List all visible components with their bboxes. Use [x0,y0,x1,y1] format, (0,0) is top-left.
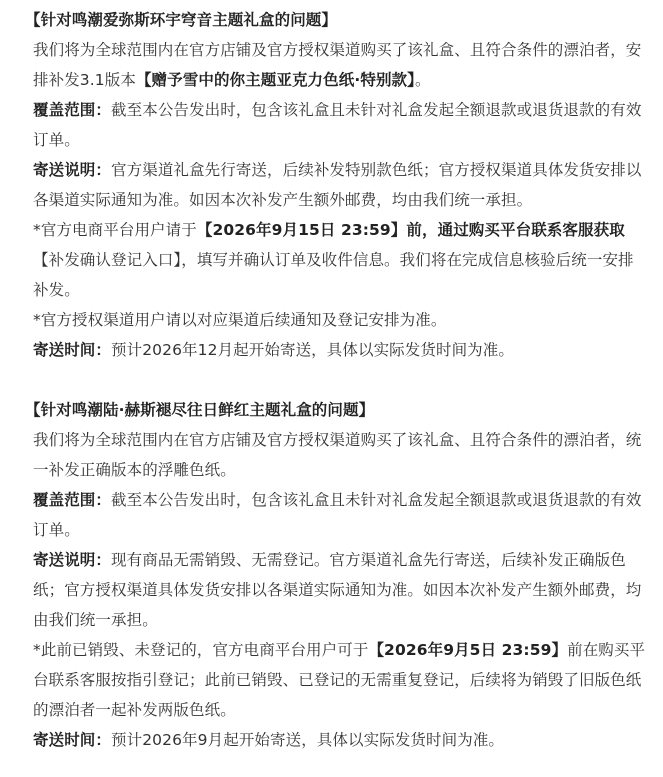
coverage-label: 覆盖范围： [33,101,112,119]
ship-time-paragraph: 寄送时间：预计2026年9月起开始寄送，具体以实际发货时间为准。 [33,731,505,749]
shipping-label: 寄送说明： [33,161,112,179]
coverage-paragraph: 覆盖范围：截至本公告发出时，包含该礼盒且未针对礼盒发起全额退款或退货退款的有效订单。 [33,491,642,539]
section-title: 【针对鸣潮陆·赫斯褪尽往日鲜红主题礼盒的问题】 [25,401,375,419]
section-intro: 我们将为全球范围内在官方店铺及官方授权渠道购买了该礼盒、且符合条件的漂泊者，统一补发正确版本的浮雕色纸。 [33,431,642,479]
coverage-paragraph: 覆盖范围：截至本公告发出时，包含该礼盒且未针对礼盒发起全额退款或退货退款的有效订单。 [33,101,642,149]
ship-time-label: 寄送时间： [33,341,112,359]
shipping-label: 寄送说明： [33,551,112,569]
shipping-paragraph: 寄送说明：现有商品无需销毁、无需登记。官方渠道礼盒先行寄送，后续补发正确版色纸；官方授权渠道具体发货安排以各渠道实际通知为准。如因本次补发产生额外邮费，均由我们统一承担。 [33,551,642,629]
ship-time-label: 寄送时间： [33,731,112,749]
destroyed-registration-note: *此前已销毁、未登记的，官方电商平台用户可于【2026年9月5日 23:59】前在购买平台联系客服按指引登记；此前已销毁、已登记的无需重复登记，后续将为销毁了旧版色纸的漂泊者一起补发两版色纸。 [33,641,646,719]
ship-time-paragraph: 寄送时间：预计2026年12月起开始寄送，具体以实际发货时间为准。 [33,341,514,359]
section-intro: 我们将为全球范围内在官方店铺及官方授权渠道购买了该礼盒、且符合条件的漂泊者，安排补发3.1版本【赠予雪中的你主题亚克力色纸·特别款】。 [33,41,642,89]
shipping-paragraph: 寄送说明：官方渠道礼盒先行寄送，后续补发特别款色纸；官方授权渠道具体发货安排以各渠道实际通知为准。如因本次补发产生额外邮费，均由我们统一承担。 [33,161,642,209]
section-lu-hesi-gift-box [25,395,649,755]
authorized-channel-note: *官方授权渠道用户请以对应渠道后续通知及登记安排为准。 [33,311,447,329]
section-title: 【针对鸣潮爱弥斯环宇穹音主题礼盒的问题】 [25,11,338,29]
coverage-label: 覆盖范围： [33,491,112,509]
section-aimisi-gift-box [25,5,649,365]
official-platform-note: *官方电商平台用户请于【2026年9月15日 23:59】前，通过购买平台联系客服获取【补发确认登记入口】，填写并确认订单及收件信息。我们将在完成信息核验后统一安排补发。 [33,221,634,299]
